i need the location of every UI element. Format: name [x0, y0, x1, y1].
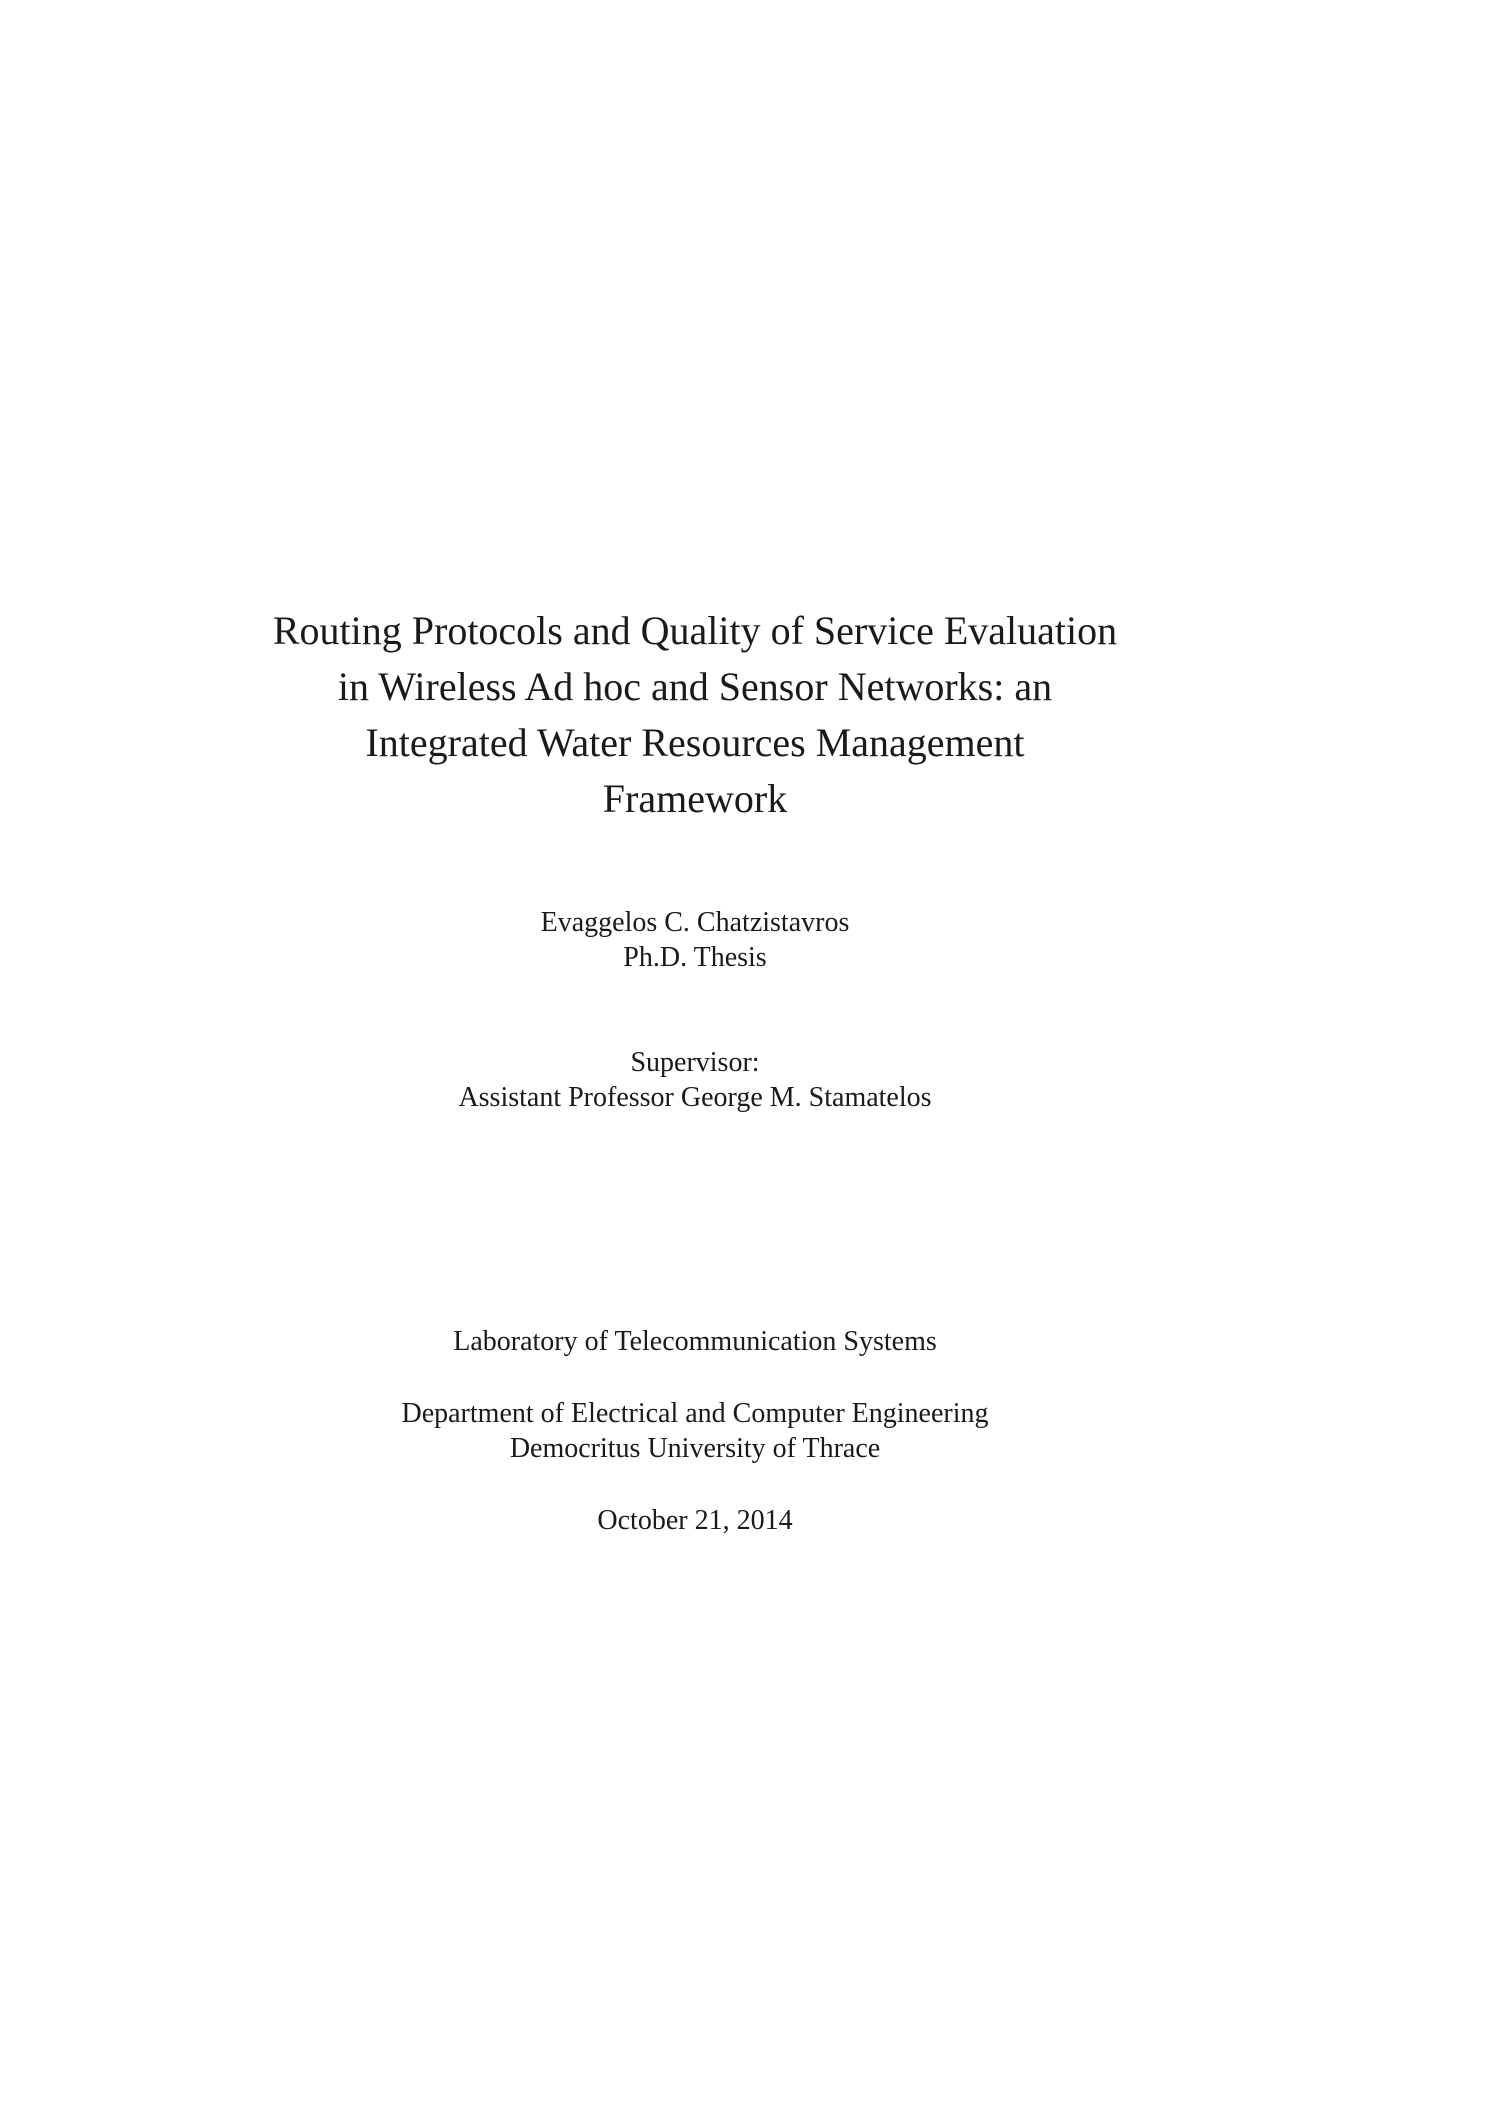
author-name: Evaggelos C. Chatzistavros — [540, 907, 850, 938]
department-block — [200, 1396, 1190, 1466]
supervisor-name: Assistant Professor George M. Stamatelos — [458, 1082, 932, 1113]
laboratory-block — [200, 1324, 1190, 1359]
author-block — [200, 905, 1190, 975]
department-name: Department of Electrical and Computer Engineering — [401, 1398, 989, 1429]
supervisor-label: Supervisor: — [630, 1047, 760, 1078]
thesis-title-line-2: in Wireless Ad hoc and Sensor Networks: an — [337, 664, 1053, 709]
university-name: Democritus University of Thrace — [509, 1433, 881, 1464]
thesis-title-line-1: Routing Protocols and Quality of Service Evaluation — [272, 608, 1118, 653]
thesis-date: October 21, 2014 — [597, 1505, 793, 1536]
thesis-title — [200, 603, 1190, 827]
laboratory-name: Laboratory of Telecommunication Systems — [453, 1326, 937, 1357]
date-block — [200, 1503, 1190, 1538]
supervisor-block — [200, 1045, 1190, 1115]
degree-type: Ph.D. Thesis — [623, 942, 767, 973]
thesis-title-line-4: Framework — [602, 776, 788, 821]
thesis-title-line-3: Integrated Water Resources Management — [365, 720, 1025, 765]
